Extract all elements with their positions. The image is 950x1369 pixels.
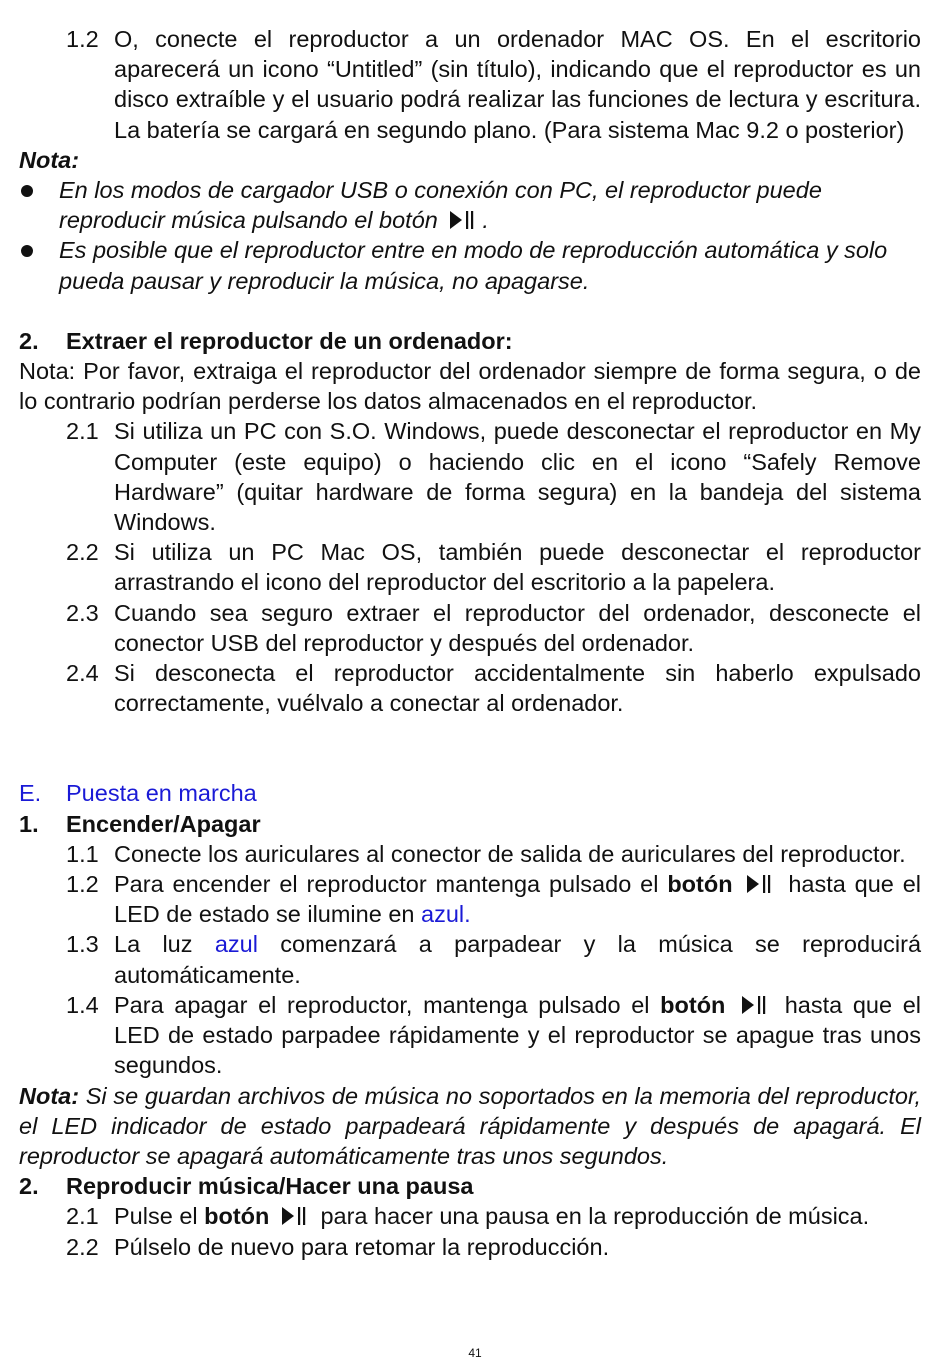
item-text: La luz xyxy=(114,931,193,958)
list-item xyxy=(19,598,921,658)
bullet-dot xyxy=(21,245,33,257)
item-text: Conecte los auriculares al conector de salida de auriculares del reproductor. xyxy=(114,840,906,867)
item-text: Púlselo de nuevo para retomar la reproducción. xyxy=(114,1233,610,1260)
nota-paragraph xyxy=(19,1081,921,1172)
bullet-item xyxy=(19,235,921,295)
list-item xyxy=(19,1232,921,1262)
nota-label: Nota: xyxy=(19,1082,80,1109)
item-number: 2.2 xyxy=(66,1233,99,1260)
item-bold: botón xyxy=(667,871,733,898)
nota-text: Si se guardan archivos de música no soportados en la memoria del reproductor, el LED indicador de estado parpadeará rápidamente y después de apagará. El reproductor se apagará automáticamente tras unos segundos. xyxy=(19,1082,921,1169)
nota-label: Nota: xyxy=(19,146,80,173)
bullet-text: En los modos de cargador USB o conexión con PC, el reproductor puede reproducir música pulsando el botón xyxy=(59,177,822,234)
heading-title: Encender/Apagar xyxy=(66,810,261,837)
item-blue-text: azul xyxy=(214,931,258,958)
list-item xyxy=(19,537,921,597)
item-number: 1.3 xyxy=(66,931,99,958)
item-number: 1.1 xyxy=(66,840,99,867)
list-item xyxy=(19,1201,921,1231)
item-number: 1.4 xyxy=(66,991,99,1018)
item-number: 2.3 xyxy=(66,599,99,626)
section-heading-e xyxy=(19,778,921,808)
item-text: comenzará a parpadear y la música se reproducirá automáticamente. xyxy=(114,931,922,988)
item-number: 2.2 xyxy=(66,539,99,566)
bullet-item xyxy=(19,175,921,235)
item-bold: botón xyxy=(204,1203,270,1230)
item-number: 1.2 xyxy=(66,871,99,898)
item-text: Si desconecta el reproductor accidentalmente sin haberlo expulsado correctamente, vuélvalo a conectar al ordenador. xyxy=(114,660,921,717)
bullet-text: Es posible que el reproductor entre en modo de reproducción automática y solo pueda pausar y reproducir la música, no apagarse. xyxy=(59,237,888,294)
list-item xyxy=(19,24,921,145)
heading-title: Puesta en marcha xyxy=(66,780,257,807)
item-bold: botón xyxy=(660,991,726,1018)
item-text: hasta que el LED de estado parpadee rápidamente y el reproductor se apague tras unos segundos. xyxy=(114,991,922,1079)
heading-title: Reproducir música/Hacer una pausa xyxy=(66,1173,474,1200)
item-number: 2.4 xyxy=(66,660,99,687)
play-pause-icon xyxy=(448,209,478,231)
subsection-heading xyxy=(19,1171,921,1201)
item-text: Si utiliza un PC con S.O. Windows, puede desconectar el reproductor en My Computer (este equipo) o haciendo clic en el icono “Safely Remove Hardware” (quitar hardware de forma segura) en la bandeja del sistema Windows. xyxy=(114,418,921,536)
bullet-text-end: . xyxy=(482,207,489,234)
play-pause-icon xyxy=(280,1205,310,1227)
play-pause-icon xyxy=(745,873,775,895)
section-heading xyxy=(19,326,921,356)
note-paragraph: Nota: Por favor, extraiga el reproductor del ordenador siempre de forma segura, o de lo contrario podrían perderse los datos almacenados en el reproductor. xyxy=(19,358,921,415)
page-number: 41 xyxy=(468,1346,482,1360)
play-pause-icon xyxy=(740,994,770,1016)
list-item xyxy=(19,929,921,989)
bullet-dot xyxy=(21,185,33,197)
list-item xyxy=(19,416,921,537)
document-page xyxy=(19,24,921,1262)
item-text: Para encender el reproductor mantenga pulsado el xyxy=(114,871,659,898)
heading-number: E. xyxy=(19,780,42,807)
item-text: O, conecte el reproductor a un ordenador MAC OS. En el escritorio aparecerá un icono “Untitled” (sin título), indicando que el reproductor es un disco extraíble y el usuario podrá realizar las funciones de lectura y escritura. La batería se cargará en segundo plano. (Para sistema Mac 9.2 o posterior) xyxy=(114,26,921,143)
list-item xyxy=(19,658,921,718)
item-text: para hacer una pausa en la reproducción de música. xyxy=(320,1203,870,1230)
subsection-heading xyxy=(19,809,921,839)
item-text: Para apagar el reproductor, mantenga pulsado el xyxy=(114,991,650,1018)
heading-title: Extraer el reproductor de un ordenador: xyxy=(66,327,513,354)
item-text: Pulse el xyxy=(114,1203,198,1230)
item-number: 1.2 xyxy=(66,26,99,52)
heading-number: 2. xyxy=(19,1173,39,1200)
list-item xyxy=(19,990,921,1081)
item-blue-text: azul. xyxy=(421,901,471,928)
item-text: Cuando sea seguro extraer el reproductor del ordenador, desconecte el conector USB del reproductor y después del ordenador. xyxy=(114,599,921,656)
item-text: Si utiliza un PC Mac OS, también puede desconectar el reproductor arrastrando el icono del reproductor del escritorio a la papelera. xyxy=(114,539,921,596)
item-text: hasta que el LED de estado se ilumine en xyxy=(114,871,922,928)
item-number: 2.1 xyxy=(66,418,99,445)
heading-number: 2. xyxy=(19,327,39,354)
heading-number: 1. xyxy=(19,810,39,837)
list-item xyxy=(19,839,921,869)
item-number: 2.1 xyxy=(66,1203,99,1230)
list-item xyxy=(19,869,921,929)
